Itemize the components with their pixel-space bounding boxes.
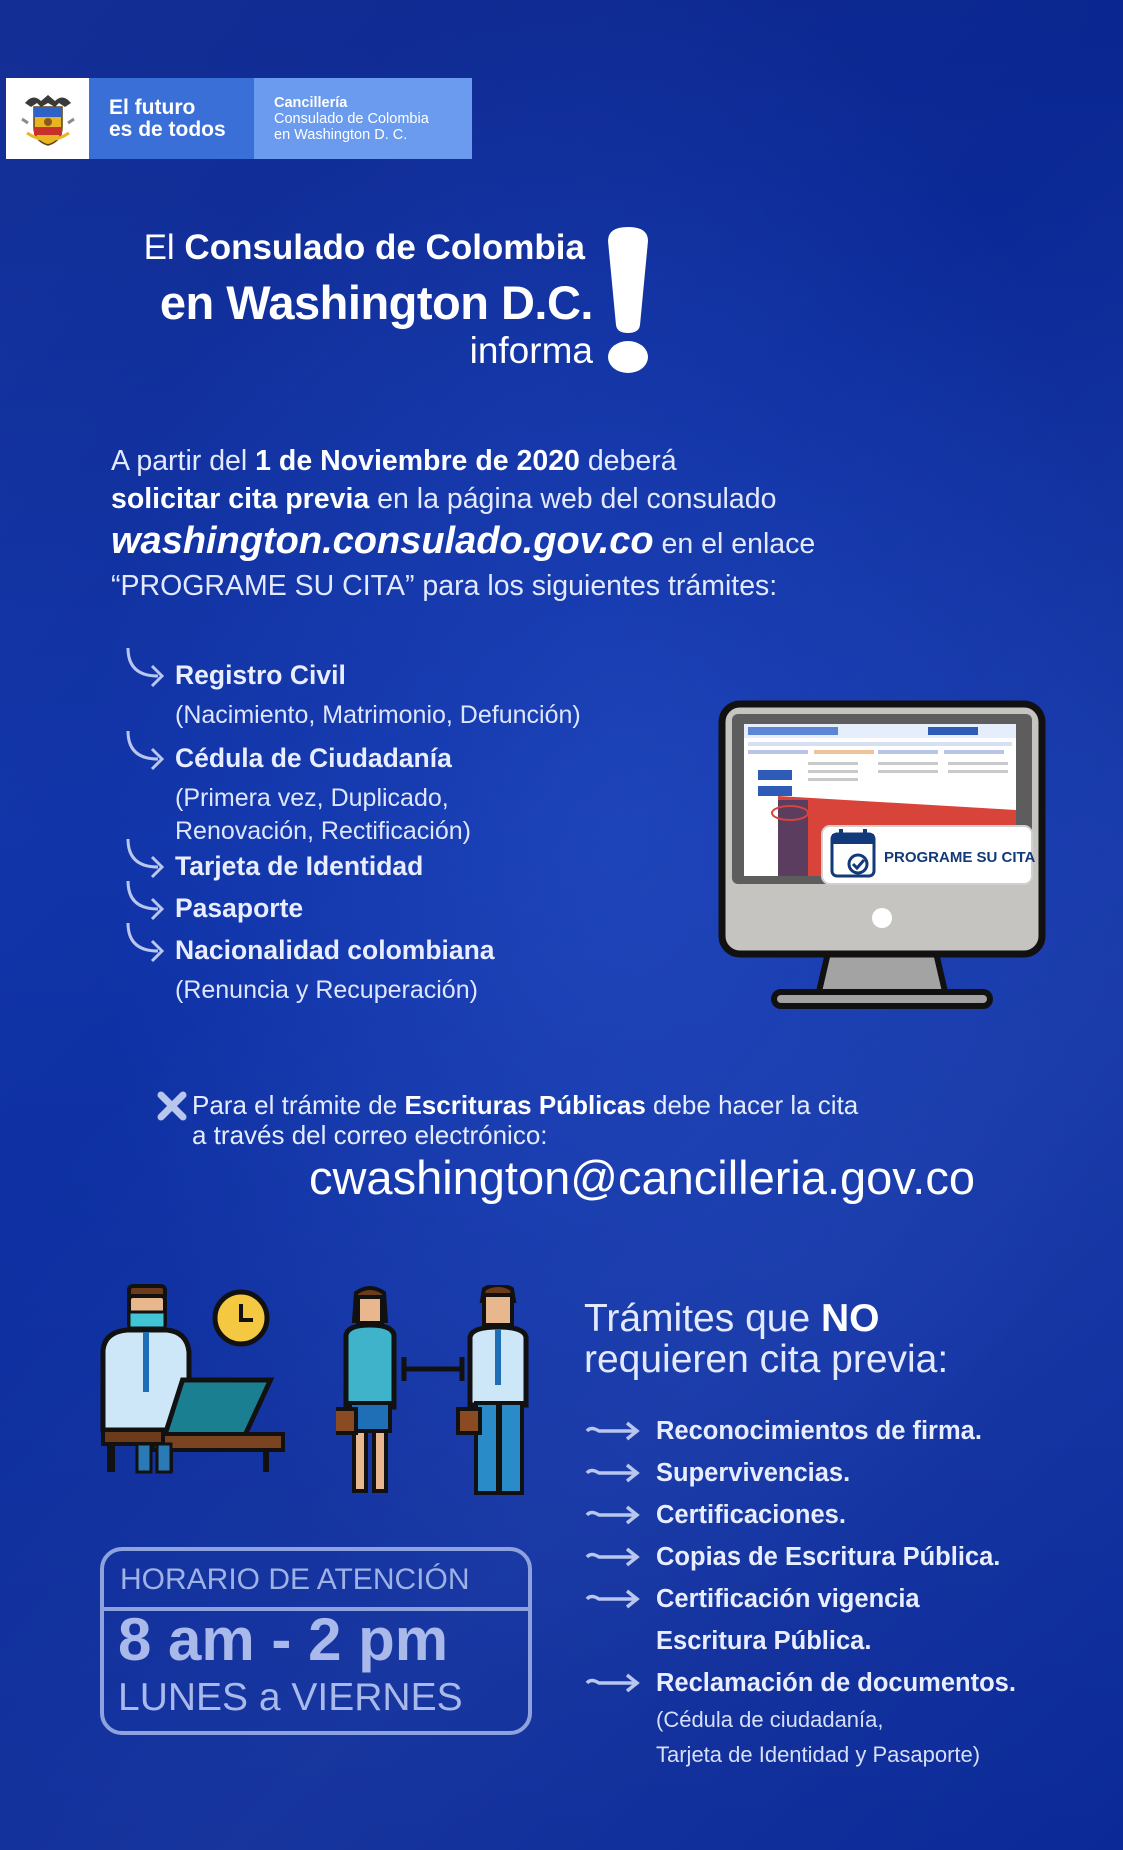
no-appointment-item <box>585 1414 1085 1456</box>
service-detail: (Nacimiento, Matrimonio, Defunción) <box>175 701 581 729</box>
banner-slogan-line1: El futuro <box>109 95 196 119</box>
no-appointment-item-name: Copias de Escritura Pública. <box>656 1543 1001 1571</box>
headline-line2: en Washington D.C. <box>159 276 593 329</box>
seal-box <box>6 78 89 159</box>
banner-institution-line2: Consulado de Colombia <box>274 110 429 127</box>
banner-slogan-line2: es de todos <box>109 117 226 141</box>
exclamation-icon <box>602 225 654 375</box>
banner-institution-line1: Cancillería <box>274 94 348 111</box>
no-appointment-item <box>585 1540 1085 1582</box>
desk-worker-illustration <box>97 1280 287 1475</box>
service-item-cedula <box>124 727 684 847</box>
curved-arrow-icon <box>124 837 170 879</box>
no-appointment-item-name: Supervivencias. <box>656 1459 851 1487</box>
no-appointment-title: Trámites que NO requieren cita previa: <box>584 1297 949 1381</box>
service-item-nacionalidad <box>124 919 684 1009</box>
header-banner <box>6 78 472 159</box>
intro-row-4: “PROGRAME SU CITA” para los siguientes trámites: <box>111 570 778 602</box>
banner-institution-line3: en Washington D. C. <box>274 126 408 143</box>
right-arrow-icon <box>585 1462 641 1484</box>
right-arrow-icon <box>585 1546 641 1568</box>
opening-hours-time: 8 am - 2 pm <box>118 1606 449 1673</box>
no-appointment-item-detail: (Cédula de ciudadanía, <box>656 1707 884 1732</box>
no-appointment-item-name-cont: Escritura Pública. <box>656 1627 872 1655</box>
no-appointment-item-name: Reclamación de documentos. <box>656 1669 1016 1697</box>
escrituras-line2: a través del correo electrónico: <box>192 1120 548 1150</box>
no-appointment-item <box>585 1498 1085 1540</box>
intro-row-3: washington.consulado.gov.co en el enlace <box>111 520 816 562</box>
right-arrow-icon <box>585 1588 641 1610</box>
service-name: Tarjeta de Identidad <box>175 851 424 881</box>
escrituras-line1: Para el trámite de Escrituras Públicas debe hacer la cita <box>192 1090 859 1120</box>
banner-institution <box>254 78 472 159</box>
banner-slogan <box>89 78 254 159</box>
intro-paragraph <box>111 442 1011 605</box>
no-appointment-item <box>585 1666 1085 1776</box>
service-detail: (Renuncia y Recuperación) <box>175 976 478 1004</box>
curved-arrow-icon <box>124 646 170 688</box>
no-appointment-item-detail: Tarjeta de Identidad y Pasaporte) <box>656 1742 981 1767</box>
service-item-pasaporte <box>124 877 684 922</box>
curved-arrow-icon <box>124 921 170 963</box>
service-name: Pasaporte <box>175 893 304 923</box>
colombia-coat-of-arms-icon <box>19 89 77 149</box>
no-appointment-item-name: Certificación vigencia <box>656 1585 920 1613</box>
no-appointment-item-name: Reconocimientos de firma. <box>656 1417 982 1445</box>
consulate-email-link[interactable]: cwashington@cancilleria.gov.co <box>308 1151 975 1204</box>
service-name: Registro Civil <box>175 660 346 690</box>
service-name: Nacionalidad colombiana <box>175 935 495 965</box>
curved-arrow-icon <box>124 879 170 921</box>
right-arrow-icon <box>585 1672 641 1694</box>
x-mark-icon <box>156 1090 188 1122</box>
service-item-tarjeta <box>124 835 684 880</box>
right-arrow-icon <box>585 1420 641 1442</box>
service-name: Cédula de Ciudadanía <box>175 743 452 773</box>
curved-arrow-icon <box>124 729 170 771</box>
monitor-illustration <box>718 700 1046 1012</box>
intro-row-1: A partir del 1 de Noviembre de 2020 deberá <box>111 445 677 477</box>
headline-line3: informa <box>469 330 593 371</box>
service-detail: Renovación, Rectificación) <box>175 817 471 845</box>
right-arrow-icon <box>585 1504 641 1526</box>
opening-hours-title: HORARIO DE ATENCIÓN <box>120 1563 470 1596</box>
service-item-registro-civil <box>124 644 684 734</box>
no-appointment-item-name: Certificaciones. <box>656 1501 846 1529</box>
programe-su-cita-button[interactable]: PROGRAME SU CITA <box>884 849 1036 866</box>
consulate-website-link[interactable]: washington.consulado.gov.co <box>111 520 654 562</box>
no-appointment-item <box>585 1582 1085 1666</box>
computer-monitor-icon <box>718 700 1046 1012</box>
no-appointment-item <box>585 1456 1085 1498</box>
headline-line1: El Consulado de Colombia <box>143 228 585 267</box>
opening-hours-days: LUNES a VIERNES <box>118 1676 463 1719</box>
intro-row-2: solicitar cita previa en la página web del consulado <box>111 483 777 515</box>
service-detail: (Primera vez, Duplicado, <box>175 784 449 812</box>
social-distance-illustration <box>336 1285 548 1498</box>
opening-hours-box <box>100 1547 532 1735</box>
